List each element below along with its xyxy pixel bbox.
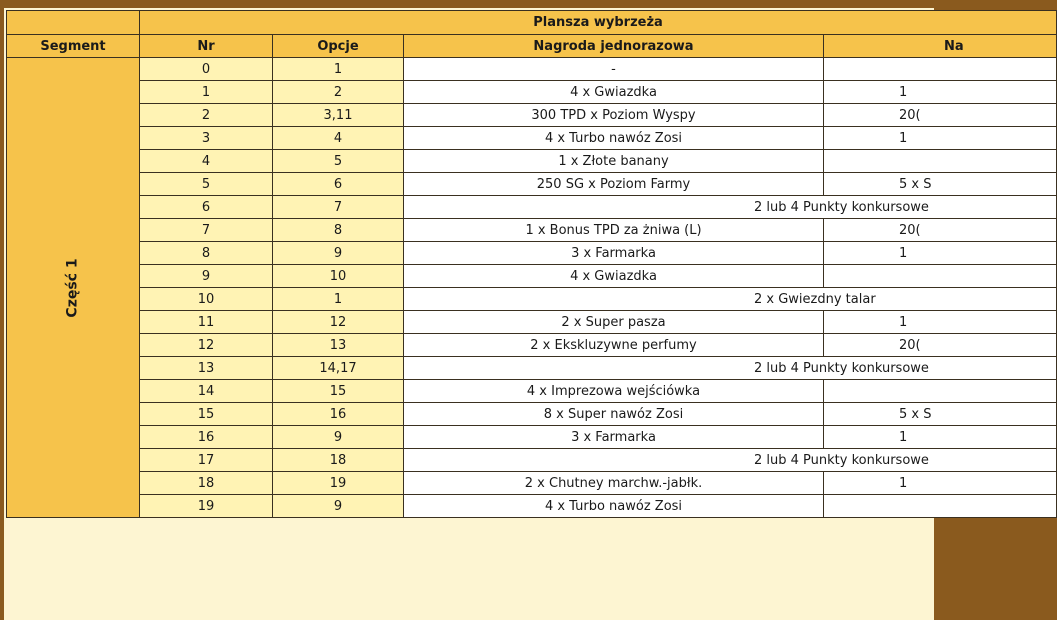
nr-cell: 16 (140, 426, 273, 449)
opcje-cell: 8 (273, 219, 404, 242)
merged-reward-cell: 2 lub 4 Punkty konkursowe (404, 357, 1057, 380)
merged-reward-cell: 2 x Gwiezdny talar (404, 288, 1057, 311)
nr-cell: 3 (140, 127, 273, 150)
next-reward-cell: 1 (824, 311, 1057, 334)
reward-cell: 4 x Turbo nawóz Zosi (404, 495, 824, 518)
table-row (7, 472, 1057, 495)
nr-cell: 0 (140, 58, 273, 81)
reward-cell: 4 x Gwiazdka (404, 81, 824, 104)
next-reward-cell (824, 380, 1057, 403)
next-reward-cell (824, 58, 1057, 81)
opcje-cell: 14,17 (273, 357, 404, 380)
table-row (7, 288, 1057, 311)
reward-cell: 1 x Bonus TPD za żniwa (L) (404, 219, 824, 242)
title-spacer (7, 11, 140, 35)
table-row (7, 311, 1057, 334)
opcje-cell: 1 (273, 288, 404, 311)
next-reward-cell (824, 265, 1057, 288)
opcje-cell: 6 (273, 173, 404, 196)
reward-cell: 3 x Farmarka (404, 242, 824, 265)
nr-cell: 18 (140, 472, 273, 495)
nr-cell: 13 (140, 357, 273, 380)
segment-label: Część 1 (64, 257, 81, 318)
reward-cell: 4 x Gwiazdka (404, 265, 824, 288)
nr-cell: 17 (140, 449, 273, 472)
table-row (7, 380, 1057, 403)
next-reward-cell: 20( (824, 334, 1057, 357)
table-row (7, 495, 1057, 518)
nr-cell: 7 (140, 219, 273, 242)
reward-cell: 8 x Super nawóz Zosi (404, 403, 824, 426)
table-row (7, 173, 1057, 196)
opcje-cell: 19 (273, 472, 404, 495)
opcje-cell: 5 (273, 150, 404, 173)
opcje-cell: 1 (273, 58, 404, 81)
next-reward-cell: 1 (824, 81, 1057, 104)
nr-cell: 4 (140, 150, 273, 173)
reward-cell: 300 TPD x Poziom Wyspy (404, 104, 824, 127)
opcje-cell: 4 (273, 127, 404, 150)
next-reward-cell: 1 (824, 127, 1057, 150)
table-row (7, 403, 1057, 426)
reward-cell: 4 x Turbo nawóz Zosi (404, 127, 824, 150)
reward-cell: 250 SG x Poziom Farmy (404, 173, 824, 196)
table-row (7, 219, 1057, 242)
merged-reward-cell: 2 lub 4 Punkty konkursowe (404, 449, 1057, 472)
header-segment: Segment (7, 35, 140, 58)
opcje-cell: 16 (273, 403, 404, 426)
nr-cell: 6 (140, 196, 273, 219)
reward-cell: 1 x Złote banany (404, 150, 824, 173)
next-reward-cell: 5 x S (824, 403, 1057, 426)
next-reward-cell (824, 495, 1057, 518)
next-reward-cell: 1 (824, 426, 1057, 449)
reward-cell: 3 x Farmarka (404, 426, 824, 449)
next-reward-cell: 20( (824, 104, 1057, 127)
table-row (7, 242, 1057, 265)
nr-cell: 12 (140, 334, 273, 357)
header-nr: Nr (140, 35, 273, 58)
reward-cell: - (404, 58, 824, 81)
header-next: Na (824, 35, 1057, 58)
table-row (7, 334, 1057, 357)
opcje-cell: 7 (273, 196, 404, 219)
nr-cell: 2 (140, 104, 273, 127)
table-row (7, 357, 1057, 380)
opcje-cell: 15 (273, 380, 404, 403)
table-row (7, 196, 1057, 219)
opcje-cell: 10 (273, 265, 404, 288)
opcje-cell: 9 (273, 495, 404, 518)
next-reward-cell: 1 (824, 242, 1057, 265)
table-title: Plansza wybrzeża (140, 11, 1057, 35)
table-frame (4, 8, 964, 620)
table-row (7, 58, 1057, 81)
table-row (7, 81, 1057, 104)
opcje-cell: 3,11 (273, 104, 404, 127)
opcje-cell: 13 (273, 334, 404, 357)
nr-cell: 8 (140, 242, 273, 265)
opcje-cell: 18 (273, 449, 404, 472)
merged-reward-cell: 2 lub 4 Punkty konkursowe (404, 196, 1057, 219)
next-reward-cell (824, 150, 1057, 173)
next-reward-cell: 1 (824, 472, 1057, 495)
table-row (7, 426, 1057, 449)
opcje-cell: 2 (273, 81, 404, 104)
next-reward-cell: 20( (824, 219, 1057, 242)
table-row (7, 104, 1057, 127)
table-row (7, 150, 1057, 173)
reward-cell: 2 x Super pasza (404, 311, 824, 334)
nr-cell: 1 (140, 81, 273, 104)
nr-cell: 19 (140, 495, 273, 518)
reward-cell: 2 x Chutney marchw.-jabłk. (404, 472, 824, 495)
coast-board-table (6, 10, 1057, 518)
opcje-cell: 9 (273, 426, 404, 449)
opcje-cell: 9 (273, 242, 404, 265)
opcje-cell: 12 (273, 311, 404, 334)
reward-cell: 2 x Ekskluzywne perfumy (404, 334, 824, 357)
header-nagroda-jednorazowa: Nagroda jednorazowa (404, 35, 824, 58)
nr-cell: 9 (140, 265, 273, 288)
next-reward-cell: 5 x S (824, 173, 1057, 196)
header-opcje: Opcje (273, 35, 404, 58)
segment-cell (7, 58, 140, 518)
nr-cell: 11 (140, 311, 273, 334)
nr-cell: 10 (140, 288, 273, 311)
bottom-edge (4, 614, 934, 620)
reward-cell: 4 x Imprezowa wejściówka (404, 380, 824, 403)
table-row (7, 127, 1057, 150)
nr-cell: 15 (140, 403, 273, 426)
table-row (7, 265, 1057, 288)
table-row (7, 449, 1057, 472)
nr-cell: 14 (140, 380, 273, 403)
nr-cell: 5 (140, 173, 273, 196)
